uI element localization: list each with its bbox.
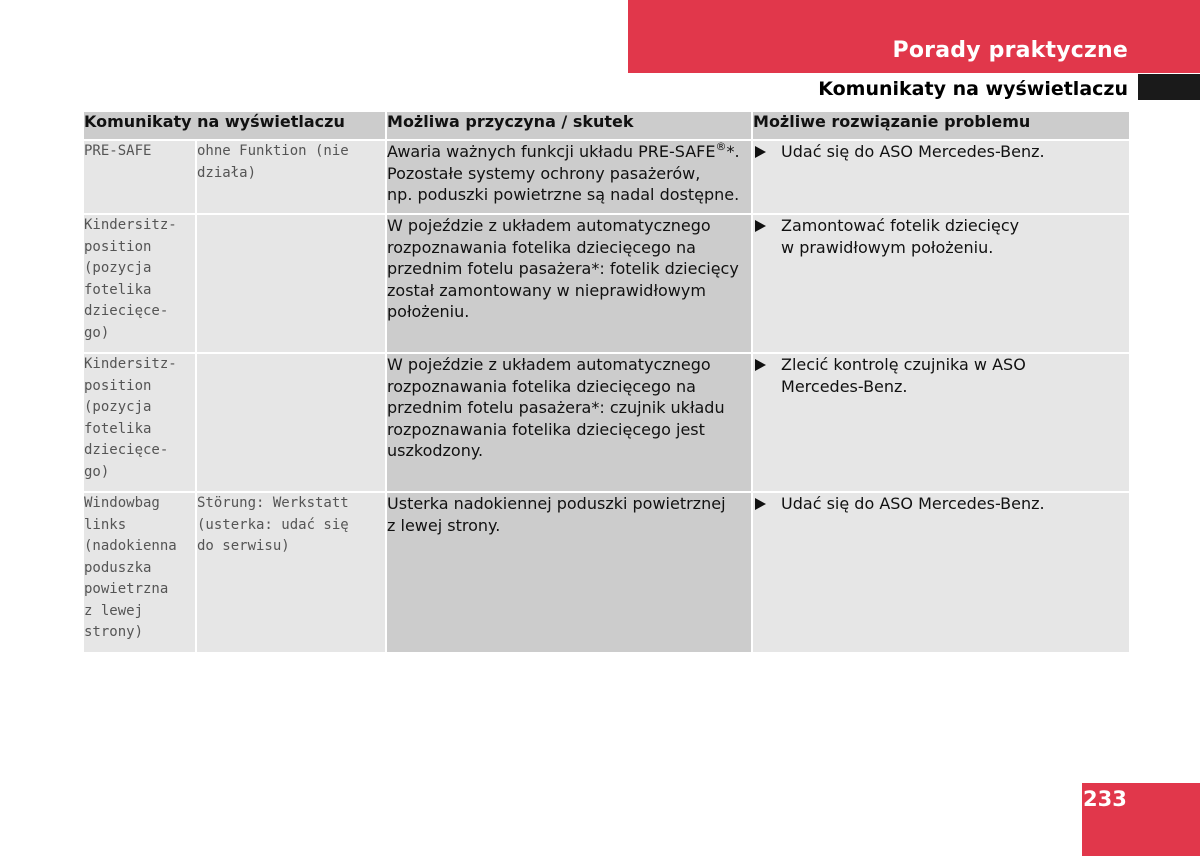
message-line: Kindersitz- [84,217,177,233]
message-sub-line: ohne Funktion (nie [197,143,349,159]
solution-item [753,141,1129,163]
message-line: dziecięce- [84,303,169,319]
solution-line: Udać się do ASO Mercedes-Benz. [781,494,1045,513]
cause-line: został zamontowany w nieprawidłowym [387,280,706,300]
message-line: powietrzna [84,581,169,597]
cause-line: uszkodzony. [387,441,484,460]
message-sub-cell [196,492,386,653]
message-sub-line: (usterka: udać się [197,516,349,533]
message-line: go) [84,324,110,341]
cause-line: przednim fotelu pasażera*: fotelik dziecięcy [387,259,739,278]
messages-table [82,110,1131,654]
table-row [83,492,1130,653]
cause-line: położeniu. [387,302,470,321]
message-line: fotelika [84,420,152,437]
subsection-title: Komunikaty na wyświetlaczu [818,78,1128,100]
cause-cell [386,214,752,353]
solution-item [753,215,1129,258]
solution-line: w prawidłowym położeniu. [781,237,994,257]
cause-line: W pojeździe z układem automatycznego [387,216,711,235]
message-line: dziecięce- [84,442,169,458]
cause-cell [386,492,752,653]
cause-cell [386,353,752,492]
message-line: position [84,377,152,394]
table-header-row [83,111,1130,140]
table-row [83,214,1130,353]
solution-line: Zamontować fotelik dziecięcy [781,216,1020,235]
message-cell [83,492,196,653]
message-line: Windowbag [84,495,160,511]
cause-line: rozpoznawania fotelika dziecięcego na [387,237,696,257]
solution-cell [752,353,1130,492]
section-title: Porady praktyczne [892,38,1128,63]
solution-cell [752,214,1130,353]
messages-table-container [82,110,1129,654]
bullet-arrow-icon [755,146,766,158]
cause-line: Usterka nadokiennej poduszki powietrznej [387,494,726,513]
message-sub-line: do serwisu) [197,538,290,554]
bullet-arrow-icon [755,220,766,232]
message-line: (pozycja [84,260,152,276]
solution-cell [752,492,1130,653]
message-cell [83,140,196,214]
cause-line: rozpoznawania fotelika dziecięcego na [387,376,696,396]
solution-cell [752,140,1130,214]
message-cell [83,214,196,353]
message-sub-line: działa) [197,164,257,181]
message-sub-cell [196,214,386,353]
cause-cell [386,140,752,214]
message-sub-cell [196,353,386,492]
page-number: 233 [1083,787,1127,811]
cause-line: np. poduszki powietrzne są nadal dostępne. [387,185,740,204]
solution-line: Mercedes-Benz. [781,376,908,396]
message-line: z lewej [84,602,144,619]
column-header-solution: Możliwe rozwiązanie problemu [752,111,1130,140]
bullet-arrow-icon [755,359,766,371]
message-line: strony) [84,624,144,640]
table-row [83,353,1130,492]
message-line: poduszka [84,559,152,576]
message-line: position [84,238,152,255]
message-line: PRE-SAFE [84,143,152,159]
solution-item [753,354,1129,397]
message-cell [83,353,196,492]
solution-line: Udać się do ASO Mercedes-Benz. [781,142,1045,161]
solution-line: Zlecić kontrolę czujnika w ASO [781,355,1026,374]
section-marker-tab [1138,74,1200,100]
cause-line: W pojeździe z układem automatycznego [387,355,711,374]
cause-line: z lewej strony. [387,515,501,535]
message-line: Kindersitz- [84,356,177,372]
message-line: (nadokienna [84,538,177,554]
message-line: links [84,516,127,533]
cause-line: przednim fotelu pasażera*: czujnik układu [387,398,725,417]
message-sub-cell [196,140,386,214]
column-header-cause: Możliwa przyczyna / skutek [386,111,752,140]
message-line: go) [84,463,110,480]
bullet-arrow-icon [755,498,766,510]
cause-line: rozpoznawania fotelika dziecięcego jest [387,419,705,439]
solution-item [753,493,1129,515]
cause-line: Awaria ważnych funkcji układu PRE-SAFE®*. [387,139,740,161]
column-header-message: Komunikaty na wyświetlaczu [83,111,386,140]
table-row [83,140,1130,214]
message-sub-line: Störung: Werkstatt [197,495,349,511]
message-line: fotelika [84,281,152,298]
cause-line: Pozostałe systemy ochrony pasażerów, [387,163,701,183]
registered-mark: ® [715,139,727,153]
message-line: (pozycja [84,399,152,415]
